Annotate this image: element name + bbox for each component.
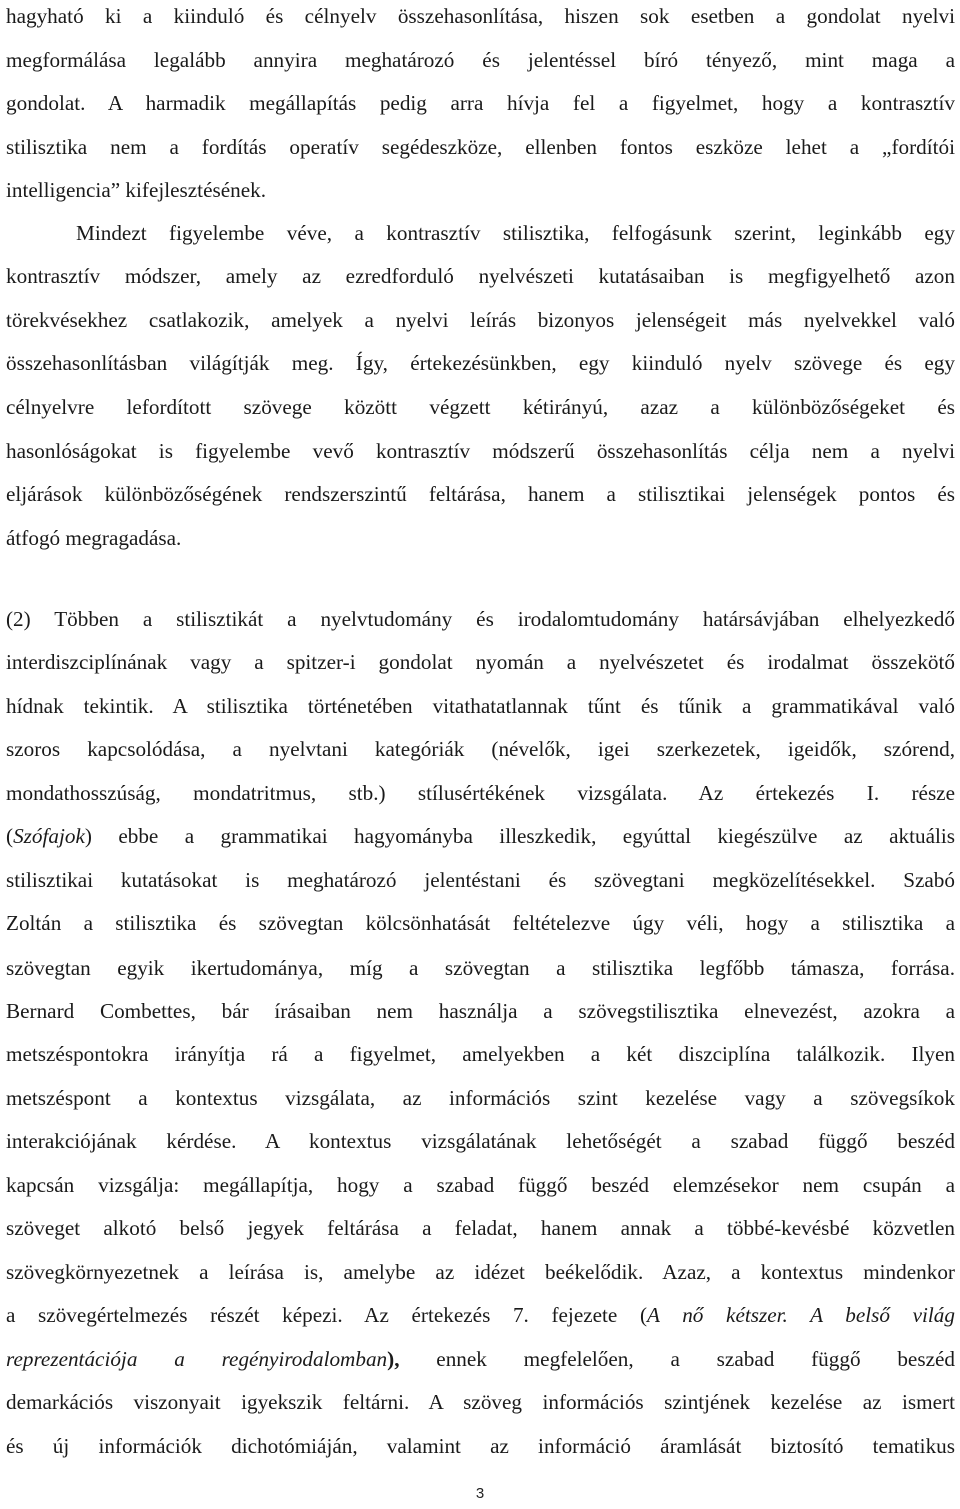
- text-segment: kontrasztív módszer, amely az ezredforduló nyelvészeti kutatásaiban is megfigyelhető azon: [6, 264, 955, 288]
- text-segment: ennek megfelelően, a szabad függő beszéd: [399, 1347, 955, 1371]
- text-line: [6, 1301, 955, 1329]
- text-line: [76, 219, 955, 247]
- text-segment: szoros kapcsolódása, a nyelvtani kategóriák (névelők, igei szerkezetek, igeidők, szórend,: [6, 737, 955, 761]
- text-line: [6, 306, 955, 334]
- text-segment: célnyelvre lefordított szövege között végzett kétirányú, azaz a különbözőségeket és: [6, 395, 955, 419]
- text-segment: metszéspontokra irányítja rá a figyelmet, amelyekben a két diszciplína találkozik. Ilyen: [6, 1042, 955, 1066]
- text-segment: mondathosszúság, mondatritmus, stb.) stílusértékének vizsgálata. Az értekezés I. része: [6, 781, 955, 805]
- text-line: [6, 1388, 955, 1416]
- text-segment: törekvésekhez csatlakozik, amelyek a nyelvi leírás bizonyos jelenségeit más nyelvekkel való: [6, 308, 955, 332]
- text-segment: hagyható ki a kiinduló és célnyelv összehasonlítása, hiszen sok esetben a gondolat nyelvi: [6, 4, 955, 28]
- text-line: [6, 1127, 955, 1155]
- text-segment: stilisztika nem a fordítás operatív segédeszköze, ellenben fontos eszköze lehet a „fordítói: [6, 135, 955, 159]
- text-line: [6, 176, 955, 204]
- text-segment: ) ebbe a grammatikai hagyományba illeszkedik, egyúttal kiegészülve az aktuális: [84, 824, 955, 848]
- text-segment: és új információk dichotómiáján, valamint az információ áramlását biztosító tematikus: [6, 1434, 955, 1458]
- text-segment: Zoltán a stilisztika és szövegtan kölcsönhatását feltételezve úgy véli, hogy a stilisztika a: [6, 911, 955, 935]
- text-line: [6, 954, 955, 982]
- text-line: [6, 437, 955, 465]
- text-segment: szövegkörnyezetnek a leírása is, amelybe az idézet beékelődik. Azaz, a kontextus mindenkor: [6, 1260, 955, 1284]
- text-line: [6, 692, 955, 720]
- text-line: [6, 133, 955, 161]
- text-line: [6, 393, 955, 421]
- page-number: 3: [475, 1485, 485, 1502]
- text-segment: eljárások különbözőségének rendszerszintű feltárása, hanem a stilisztikai jelenségek pontos és: [6, 482, 955, 506]
- text-segment: reprezentációja a regényirodalomban: [6, 1347, 388, 1371]
- text-line: [6, 262, 955, 290]
- text-segment: megformálása legalább annyira meghatározó és jelentéssel bíró tényező, mint maga a: [6, 48, 955, 72]
- text-segment: összehasonlításban világítják meg. Így, értekezésünkben, egy kiinduló nyelv szövege és egy: [6, 351, 955, 375]
- text-segment: a szövegértelmezés részét képezi. Az értekezés 7. fejezete (: [6, 1303, 648, 1327]
- text-line: [6, 1040, 955, 1068]
- text-segment: metszéspont a kontextus vizsgálata, az információs szint kezelése vagy a szövegsíkok: [6, 1086, 955, 1110]
- text-segment: hídnak tekintik. A stilisztika történetében vitathatatlannak tűnt és tűnik a grammatikával való: [6, 694, 955, 718]
- text-line: [6, 1345, 955, 1373]
- text-line: [6, 735, 955, 763]
- text-line: [6, 1171, 955, 1199]
- text-segment: ),: [387, 1347, 400, 1371]
- text-line: [6, 1214, 955, 1242]
- text-line: [6, 605, 955, 633]
- text-line: [6, 2, 955, 30]
- text-line: [6, 1258, 955, 1286]
- text-segment: intelligencia” kifejlesztésének.: [6, 178, 267, 202]
- text-segment: hasonlóságokat is figyelembe vevő kontrasztív módszerű összehasonlítás célja nem a nyelvi: [6, 439, 955, 463]
- text-line: [6, 822, 955, 850]
- text-line: [6, 866, 955, 894]
- text-segment: interakciójának kérdése. A kontextus vizsgálatának lehetőségét a szabad függő beszéd: [6, 1129, 955, 1153]
- text-segment: Mindezt figyelembe véve, a kontrasztív stilisztika, felfogásunk szerint, leginkább egy: [76, 221, 955, 245]
- text-segment: kapcsán vizsgálja: megállapítja, hogy a szabad függő beszéd elemzésekor nem csupán a: [6, 1173, 955, 1197]
- text-segment: (2) Többen a stilisztikát a nyelvtudomány és irodalomtudomány határsávjában elhelyezkedő: [6, 607, 955, 631]
- text-segment: gondolat. A harmadik megállapítás pedig arra hívja fel a figyelmet, hogy a kontrasztív: [6, 91, 955, 115]
- text-line: [6, 1084, 955, 1112]
- text-segment: szöveget alkotó belső jegyek feltárása a feladat, hanem annak a többé-kevésbé közvetlen: [6, 1216, 955, 1240]
- text-line: [6, 909, 955, 937]
- text-segment: demarkációs viszonyait igyekszik feltárni. A szöveg információs szintjének kezelése az ismert: [6, 1390, 955, 1414]
- text-line: [6, 89, 955, 117]
- text-segment: (: [6, 824, 14, 848]
- text-segment: interdiszciplínának vagy a spitzer-i gondolat nyomán a nyelvészetet és irodalmat összekötő: [6, 650, 955, 674]
- text-line: [6, 997, 955, 1025]
- text-line: [6, 480, 955, 508]
- text-segment: Szófajok: [13, 824, 85, 848]
- text-line: [6, 46, 955, 74]
- text-segment: szövegtan egyik ikertudománya, míg a szövegtan a stilisztika legfőbb támasza, forrása.: [6, 956, 955, 980]
- text-segment: A nő kétszer. A belső világ: [647, 1303, 955, 1327]
- text-line: [6, 524, 955, 552]
- text-segment: Bernard Combettes, bár írásaiban nem használja a szövegstilisztika elnevezést, azokra a: [6, 999, 955, 1023]
- text-line: [6, 779, 955, 807]
- text-line: [6, 1432, 955, 1460]
- text-segment: átfogó megragadása.: [6, 526, 182, 550]
- text-segment: stilisztikai kutatásokat is meghatározó jelentéstani és szövegtani megközelítésekkel. Szabó: [6, 868, 955, 892]
- text-line: [6, 349, 955, 377]
- text-line: [6, 648, 955, 676]
